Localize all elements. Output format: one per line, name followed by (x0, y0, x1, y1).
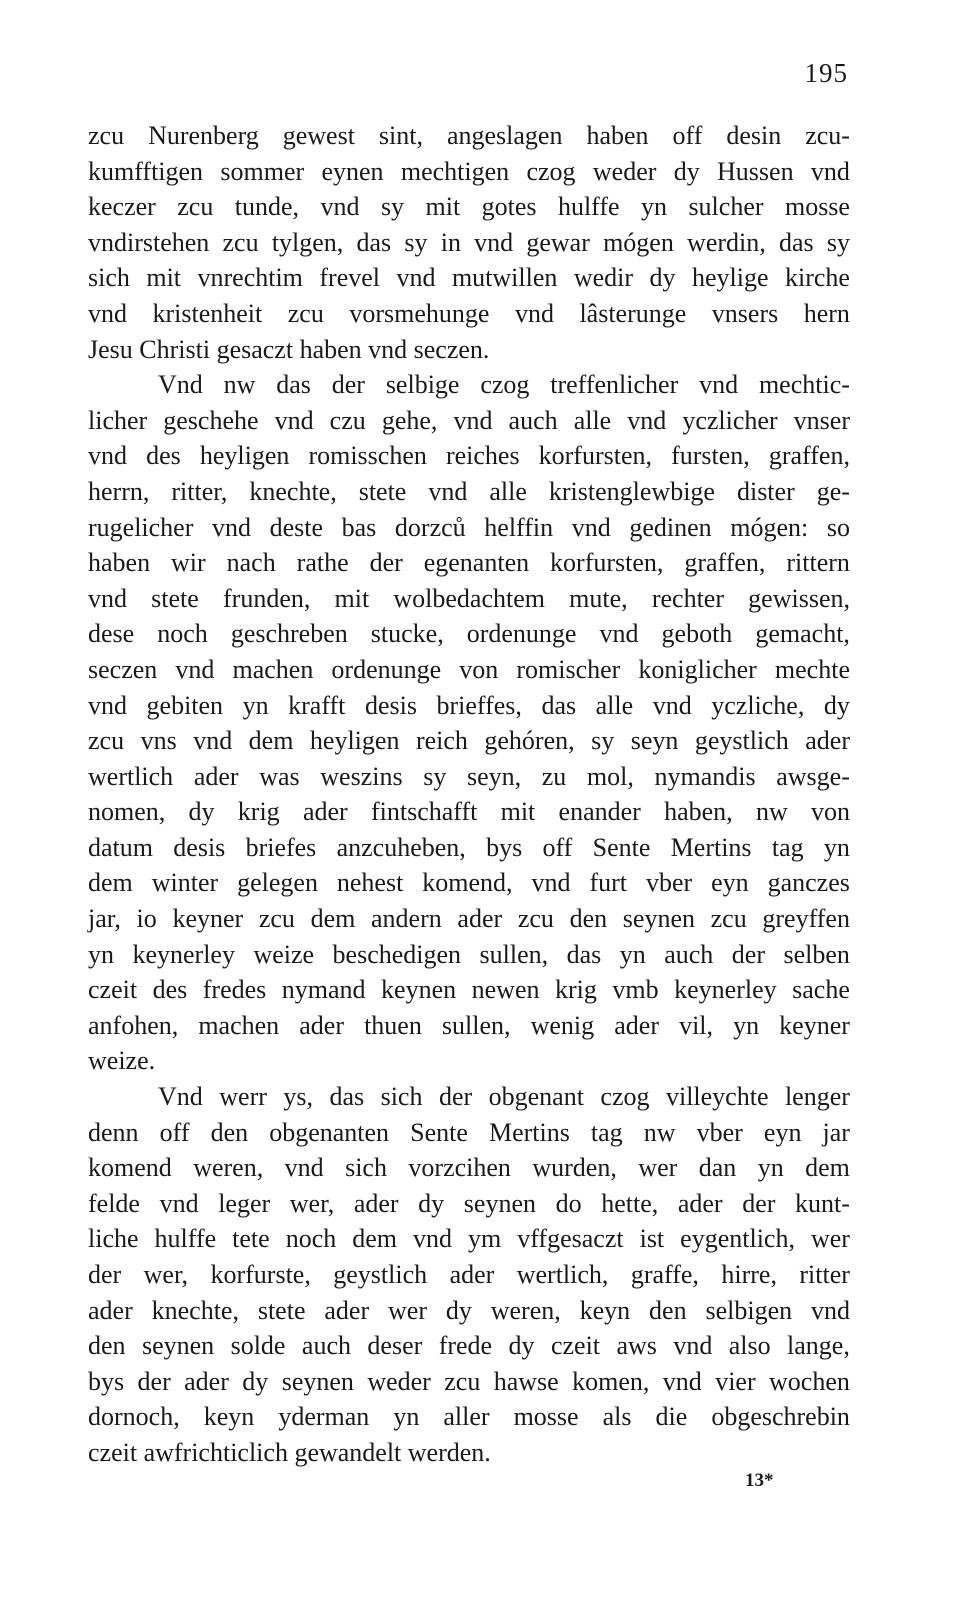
text-line: dese noch geschreben stucke, ordenunge vnd geboth gemacht, (88, 619, 850, 649)
text-line: bys der ader dy seynen weder zcu hawse komen, vnd vier wochen (88, 1366, 850, 1396)
text-line: wertlich ader was weszins sy seyn, zu mol, nymandis awsge- (88, 761, 850, 791)
text-line: vndirstehen zcu tylgen, das sy in vnd gewar mógen werdin, das sy (88, 227, 850, 257)
text-line: czeit des fredes nymand keynen newen krig vmb keynerley sache (88, 975, 850, 1005)
text-line: datum desis briefes anzcuheben, bys off Sente Mertins tag yn (88, 832, 850, 862)
text-line: komend weren, vnd sich vorzcihen wurden, wer dan yn dem (88, 1153, 850, 1183)
text-line: anfohen, machen ader thuen sullen, wenig ader vil, yn keyner (88, 1010, 850, 1040)
body-text (88, 118, 850, 1471)
signature-mark: 13* (745, 1470, 774, 1491)
text-line: Vnd nw das der selbige czog treffenlicher vnd mechtic- (158, 370, 850, 400)
text-line: keczer zcu tunde, vnd sy mit gotes hulffe yn sulcher mosse (88, 192, 850, 222)
text-line: haben wir nach rathe der egenanten korfursten, graffen, rittern (88, 548, 850, 578)
text-line: vnd stete frunden, mit wolbedachtem mute, rechter gewissen, (88, 583, 850, 613)
text-line: vnd des heyligen romisschen reiches korfursten, fursten, graffen, (88, 441, 850, 471)
text-line: rugelicher vnd deste bas dorzců helffin vnd gedinen mógen: so (88, 512, 850, 542)
text-line: licher geschehe vnd czu gehe, vnd auch alle vnd yczlicher vnser (88, 405, 850, 435)
text-line: czeit awfrichticlich gewandelt werden. (88, 1437, 491, 1467)
text-line: liche hulffe tete noch dem vnd ym vffgesaczt ist eygentlich, wer (88, 1224, 850, 1254)
text-line: der wer, korfurste, geystlich ader wertlich, graffe, hirre, ritter (88, 1260, 850, 1289)
text-line: felde vnd leger wer, ader dy seynen do hette, ader der kunt- (88, 1188, 850, 1218)
text-line: weize. (88, 1046, 156, 1076)
text-line: dem winter gelegen nehest komend, vnd furt vber eyn ganczes (88, 868, 850, 898)
page-number: 195 (804, 58, 848, 88)
text-line: dornoch, keyn yderman yn aller mosse als die obgeschrebin (88, 1402, 850, 1432)
text-line: jar, io keyner zcu dem andern ader zcu den seynen zcu greyffen (88, 904, 850, 934)
text-line: seczen vnd machen ordenunge von romischer koniglicher mechte (88, 654, 850, 684)
text-line: vnd kristenheit zcu vorsmehunge vnd lâsterunge vnsers hern (88, 298, 850, 328)
text-line: Vnd werr ys, das sich der obgenant czog villeychte lenger (158, 1082, 850, 1112)
text-line: zcu Nurenberg gewest sint, angeslagen haben off desin zcu- (88, 121, 850, 150)
text-line: nomen, dy krig ader fintschafft mit enander haben, nw von (88, 797, 850, 827)
text-line: yn keynerley weize beschedigen sullen, das yn auch der selben (88, 939, 850, 969)
text-line: den seynen solde auch deser frede dy czeit aws vnd also lange, (88, 1331, 850, 1361)
text-line: zcu vns vnd dem heyligen reich gehóren, sy seyn geystlich ader (88, 726, 850, 756)
text-line: ader knechte, stete ader wer dy weren, keyn den selbigen vnd (88, 1295, 850, 1325)
text-line: vnd gebiten yn krafft desis brieffes, das alle vnd yczliche, dy (88, 690, 850, 720)
text-line: Jesu Christi gesaczt haben vnd seczen. (88, 334, 490, 364)
text-line: herrn, ritter, knechte, stete vnd alle kristenglewbige dister ge- (88, 476, 850, 506)
text-line: denn off den obgenanten Sente Mertins tag nw vber eyn jar (88, 1117, 850, 1147)
text-line: kumfftigen sommer eynen mechtigen czog weder dy Hussen vnd (88, 156, 850, 186)
text-line: sich mit vnrechtim frevel vnd mutwillen wedir dy heylige kirche (88, 263, 850, 293)
